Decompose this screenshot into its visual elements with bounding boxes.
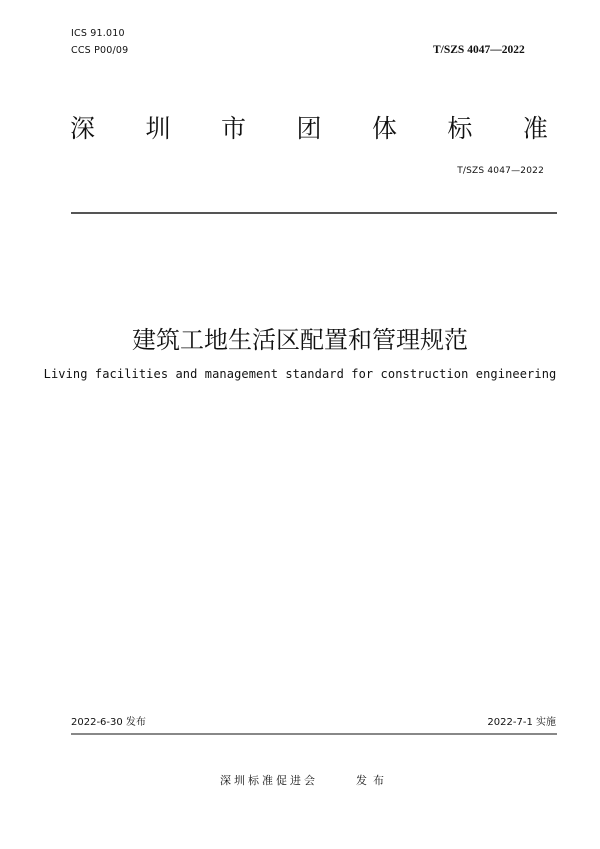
organization-title <box>70 114 548 144</box>
org-title-char: 圳 <box>145 114 171 143</box>
document-title-cn: 建筑工地生活区配置和管理规范 <box>132 326 468 354</box>
publish-label: 发布 <box>356 774 390 787</box>
org-title-char: 团 <box>296 114 322 143</box>
ccs-code: CCS P00/09 <box>71 45 129 56</box>
publish-date: 2022-6-30 发布 <box>71 717 146 728</box>
top-divider <box>71 212 557 214</box>
document-title-en: Living facilities and management standard for construction engineering <box>43 367 557 381</box>
org-title-char: 标 <box>447 114 473 143</box>
bottom-divider <box>71 733 557 735</box>
standard-code: T/SZS 4047—2022 <box>457 166 544 176</box>
org-title-char: 体 <box>371 114 397 143</box>
org-title-char: 深 <box>70 114 96 143</box>
implement-date: 2022-7-1 实施 <box>487 717 556 728</box>
standard-code-top: T/SZS 4047—2022 <box>433 44 525 56</box>
ics-code: ICS 91.010 <box>71 28 125 39</box>
org-title-char: 市 <box>220 114 246 143</box>
publisher-name: 深圳标准促进会 <box>220 774 318 787</box>
org-title-char: 准 <box>522 114 548 143</box>
